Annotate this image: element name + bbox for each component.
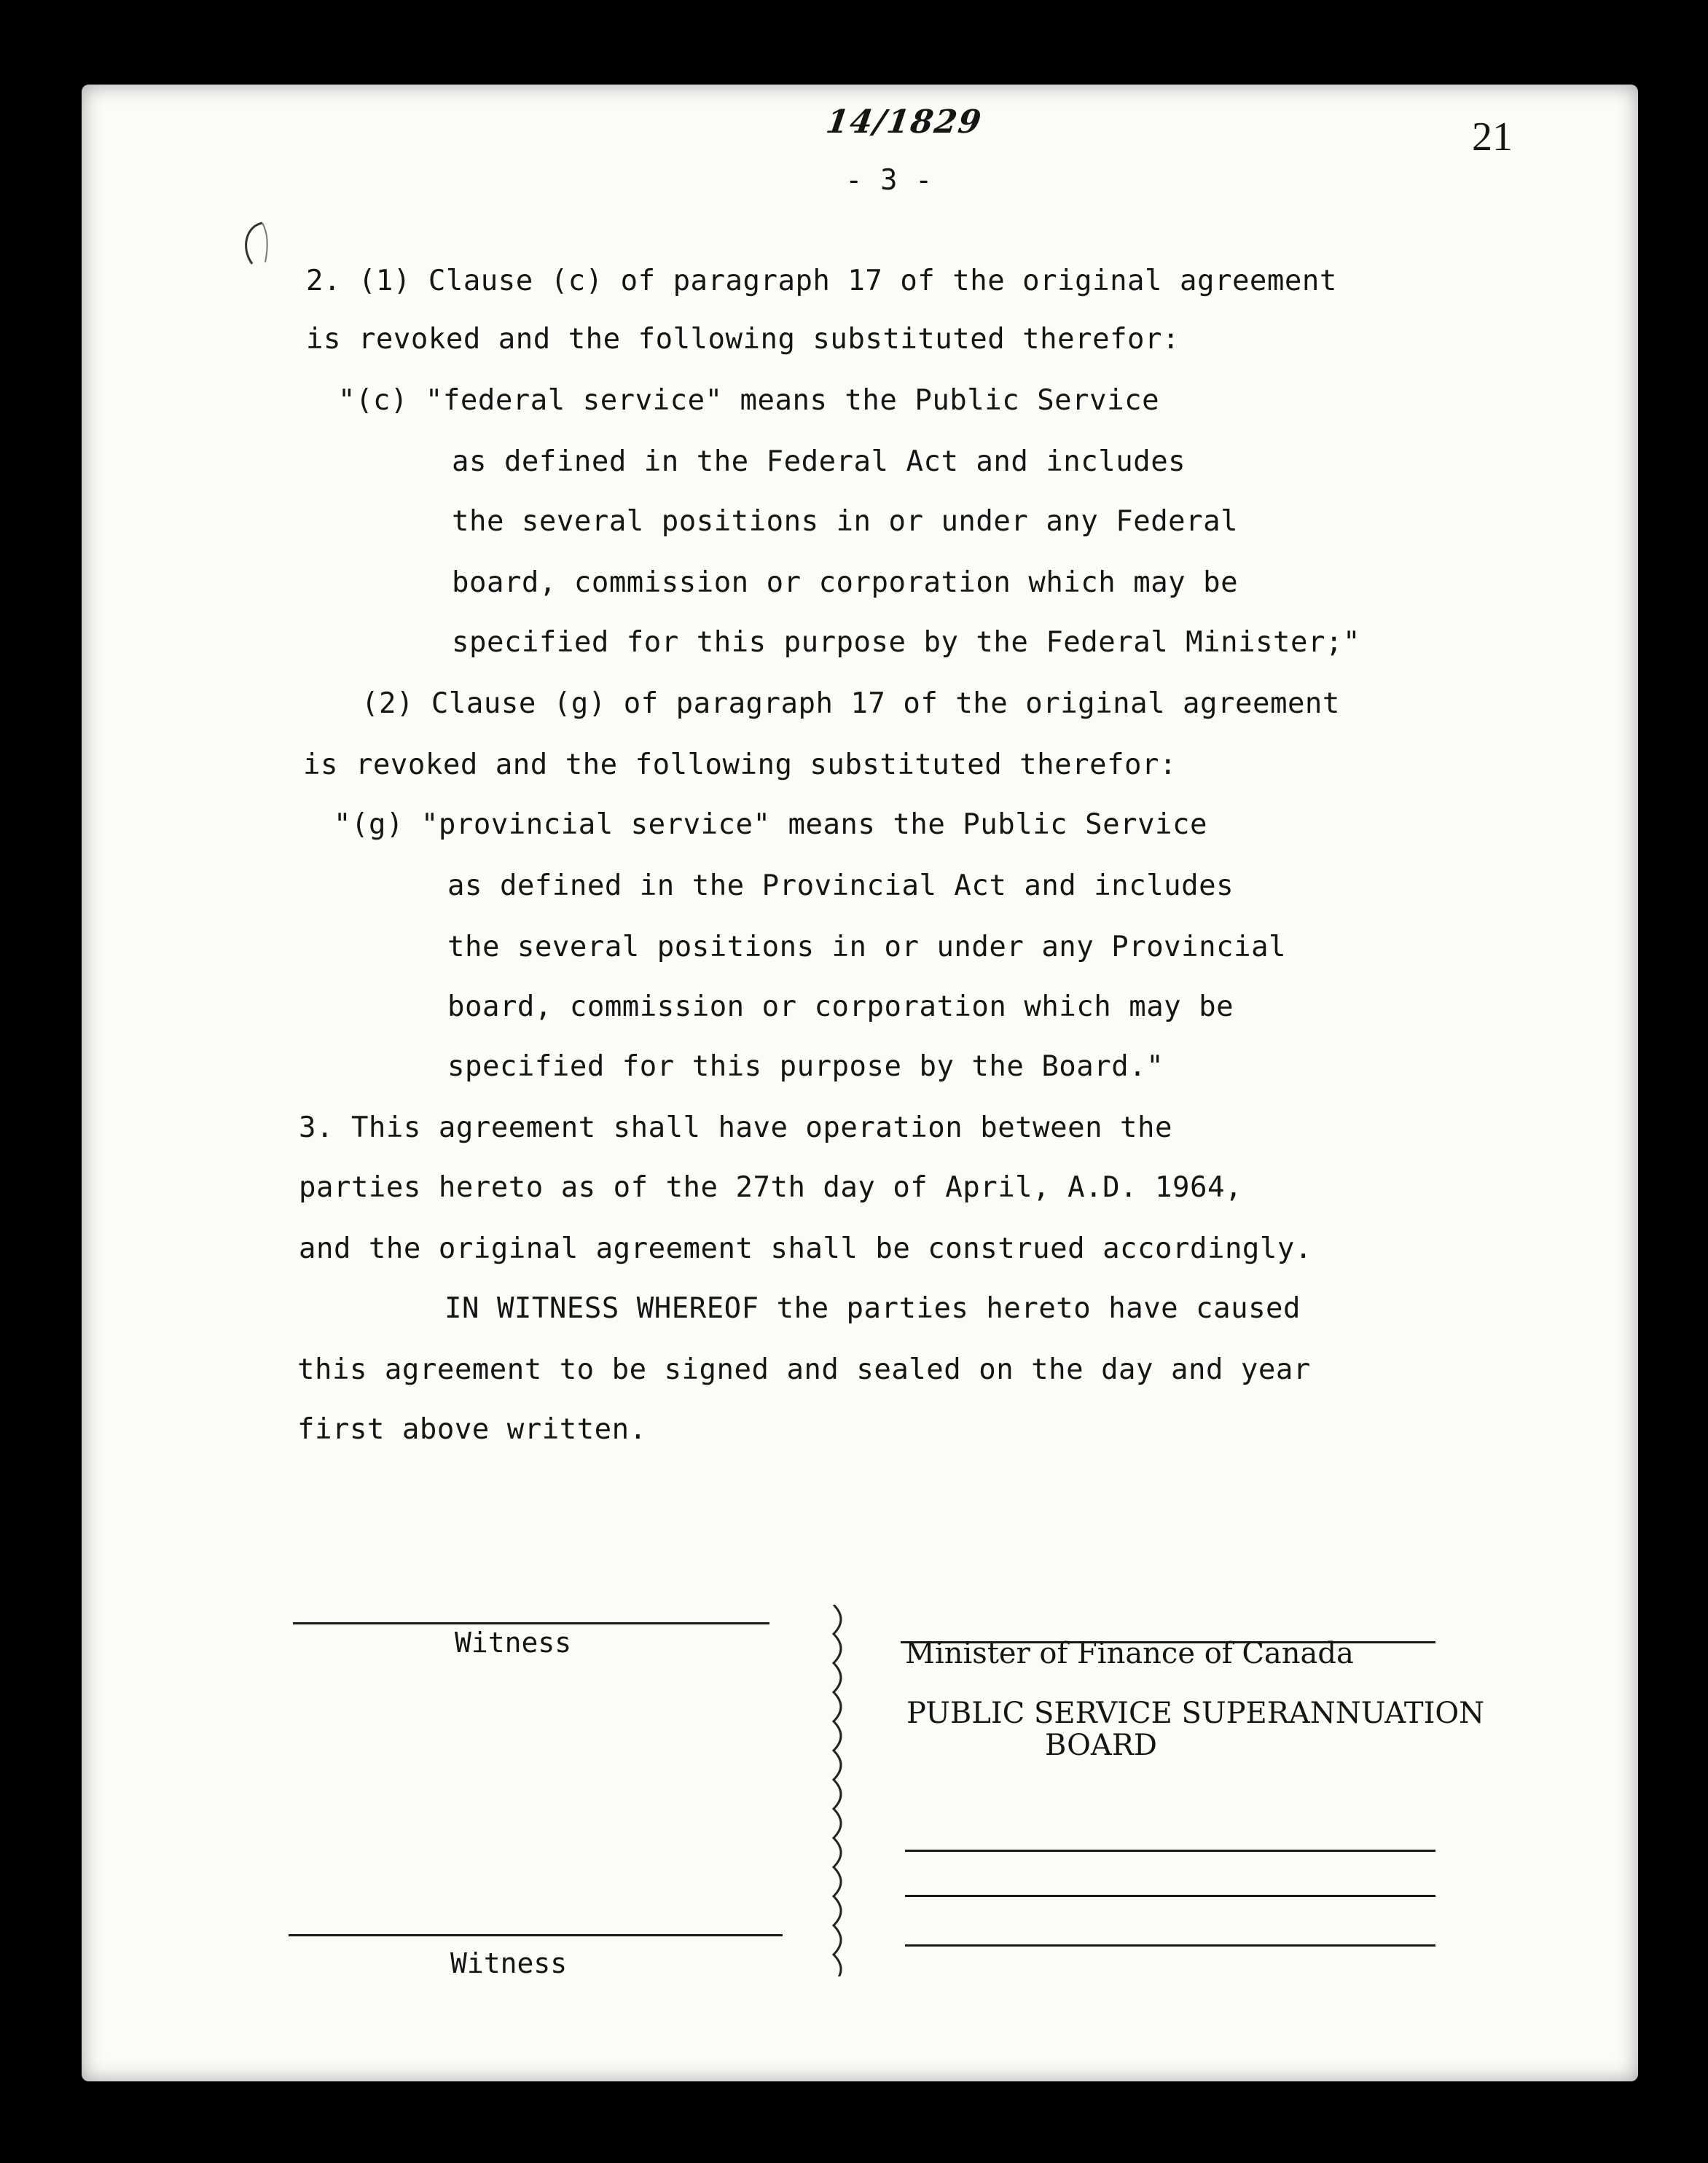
clause-c-line-4: board, commission or corporation which may be	[452, 566, 1239, 599]
clause-g-line-4: board, commission or corporation which may be	[447, 990, 1234, 1023]
section-3-line-2: parties hereto as of the 27th day of April, A.D. 1964,	[299, 1171, 1242, 1204]
board-signature-line-3	[905, 1944, 1435, 1947]
clause-c-line-1: "(c) "federal service" means the Public Service	[338, 384, 1160, 417]
clause-g-line-2: as defined in the Provincial Act and includes	[447, 869, 1234, 902]
page-label: - 3 -	[845, 164, 933, 197]
witness-clause-line-3: first above written.	[297, 1413, 647, 1446]
clause-2-2-line-2: is revoked and the following substituted therefor:	[303, 748, 1177, 781]
witness-1-label: Witness	[455, 1627, 572, 1659]
clause-c-line-5: specified for this purpose by the Federal Minister;"	[452, 626, 1360, 659]
clause-2-1-line-2: is revoked and the following substituted therefor:	[306, 323, 1180, 356]
witness-clause-line-2: this agreement to be signed and sealed on the day and year	[297, 1353, 1311, 1386]
board-label-line-1: PUBLIC SERVICE SUPERANNUATION	[906, 1697, 1485, 1730]
board-signature-line-1	[905, 1850, 1435, 1852]
witness-clause-line-1: IN WITNESS WHEREOF the parties hereto have caused	[444, 1292, 1301, 1325]
margin-bracket-mark	[236, 219, 273, 270]
clause-g-line-3: the several positions in or under any Provincial	[447, 931, 1287, 963]
clause-2-2-line-1: (2) Clause (g) of paragraph 17 of the original agreement	[361, 687, 1340, 720]
witness-2-label: Witness	[450, 1947, 568, 1979]
document-page	[82, 85, 1638, 2081]
signature-brace	[826, 1605, 855, 1976]
board-label-line-2: BOARD	[1045, 1729, 1158, 1762]
clause-c-line-3: the several positions in or under any Federal	[452, 505, 1239, 538]
board-signature-line-2	[905, 1895, 1435, 1897]
witness-2-signature-line	[289, 1934, 783, 1936]
clause-g-line-1: "(g) "provincial service" means the Public Service	[334, 808, 1207, 841]
clause-g-line-5: specified for this purpose by the Board."	[447, 1050, 1164, 1083]
section-3-line-3: and the original agreement shall be construed accordingly.	[299, 1232, 1312, 1265]
minister-label: Minister of Finance of Canada	[905, 1637, 1354, 1670]
page-number: 21	[1472, 114, 1513, 160]
section-3-line-1: 3. This agreement shall have operation between the	[299, 1111, 1172, 1144]
handwritten-file-number: 14/1829	[823, 103, 985, 141]
witness-1-signature-line	[293, 1622, 769, 1624]
clause-2-1-line-1: 2. (1) Clause (c) of paragraph 17 of the original agreement	[306, 265, 1337, 297]
clause-c-line-2: as defined in the Federal Act and includes	[452, 445, 1186, 478]
